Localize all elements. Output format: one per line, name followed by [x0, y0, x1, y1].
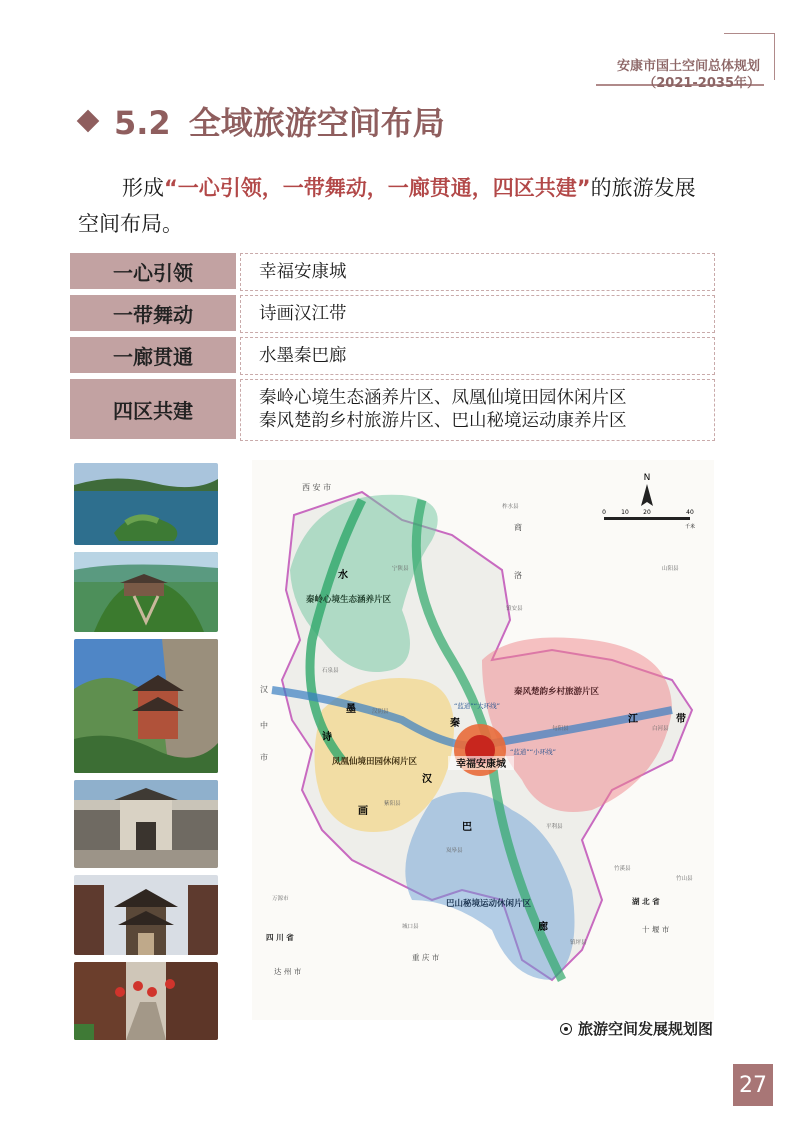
- table-cell-text: 水墨秦巴廊: [259, 345, 347, 366]
- map-county-label: 竹山县: [676, 876, 693, 882]
- map-county-label: 岚皋县: [446, 848, 463, 854]
- table-row-label: 一带舞动: [70, 295, 236, 333]
- table-row: [70, 337, 715, 375]
- map-scale-tick: 10: [621, 509, 629, 516]
- target-bullet-icon: [560, 1023, 572, 1035]
- map-poem-char: 汉: [422, 774, 432, 785]
- map-caption: [560, 1018, 713, 1039]
- map-corridor-char: 秦: [450, 718, 460, 729]
- map-zone-label: 秦岭心境生态涵养片区: [306, 595, 392, 605]
- map-belt-char: 带: [676, 714, 686, 725]
- map-zone-label: 凤凰仙境田园休闲片区: [332, 757, 418, 767]
- map-line-label: “蓝道”“大环线”: [454, 702, 500, 710]
- map-region-label: 达 州 市: [274, 967, 302, 976]
- map-north-label: N: [643, 473, 651, 483]
- map-region-label: 汉: [260, 685, 268, 694]
- intro-before: 形成: [122, 176, 164, 200]
- map-county-label: 万源市: [272, 896, 289, 902]
- map-county-label: 镇坪县: [570, 940, 587, 946]
- table-row-label: 四区共建: [70, 379, 236, 441]
- map-corridor-char: 廊: [538, 922, 548, 933]
- map-region-label: 洛: [514, 571, 522, 580]
- photo-town-gate: [74, 780, 218, 868]
- photo-temple-peninsula: [74, 552, 218, 632]
- map-center-label: 幸福安康城: [456, 759, 506, 770]
- document-header: [617, 58, 760, 92]
- map-region-label: 湖 北 省: [632, 897, 660, 906]
- map-scale-tick: 20: [643, 509, 651, 516]
- layout-table: [70, 253, 715, 445]
- map-poem-char: 画: [358, 806, 368, 817]
- table-row-value: [240, 379, 715, 441]
- table-row-label: 一心引领: [70, 253, 236, 291]
- tourism-planning-map: [252, 460, 714, 1020]
- map-zone-label: 秦风楚韵乡村旅游片区: [514, 687, 600, 697]
- map-county-label: 宁陕县: [392, 566, 409, 572]
- photo-old-street-lanterns: [74, 962, 218, 1040]
- section-heading: 全域旅游空间布局: [188, 104, 445, 142]
- map-scale-tick: 40: [686, 509, 694, 516]
- table-cell-text: 秦风楚韵乡村旅游片区、巴山秘境运动康养片区: [259, 411, 627, 431]
- intro-after: 的旅游发展空间布局。: [78, 176, 696, 236]
- table-cell-text: 秦岭心境生态涵养片区、凤凰仙境田园休闲片区: [259, 388, 627, 408]
- map-region-label: 中: [260, 721, 268, 730]
- table-cell-text: 诗画汉江带: [259, 303, 347, 324]
- map-scale-tick: 0: [602, 509, 606, 516]
- section-number: 5.2: [114, 104, 171, 142]
- table-row-value: [240, 295, 715, 333]
- map-corridor-char: 巴: [462, 822, 472, 833]
- intro-highlight: “一心引领，一带舞动，一廊贯通，四区共建”: [164, 176, 591, 200]
- section-title: [80, 98, 445, 144]
- map-region-label: 四 川 省: [266, 933, 294, 942]
- map-region-label: 重 庆 市: [412, 953, 440, 962]
- map-county-label: 白河县: [652, 726, 669, 732]
- document-period: （2021-2035年）: [643, 76, 760, 91]
- map-region-label: 十 堰 市: [642, 925, 670, 934]
- map-region-label: 西 安 市: [302, 483, 332, 492]
- table-row: [70, 253, 715, 291]
- map-county-label: 竹溪县: [614, 866, 631, 872]
- map-county-label: 石泉县: [322, 668, 339, 674]
- map-scale-unit: 千米: [684, 524, 696, 530]
- map-region-label: 商: [514, 523, 522, 532]
- map-county-label: 山阳县: [662, 566, 679, 572]
- map-poem-char: 诗: [322, 732, 332, 743]
- table-row-value: [240, 337, 715, 375]
- photo-lake-island: [74, 463, 218, 545]
- photo-cliff-pavilion: [74, 639, 218, 773]
- map-zone-label: 巴山秘境运动休闲片区: [446, 899, 532, 909]
- photo-drum-tower: [74, 875, 218, 955]
- map-belt-char: 江: [628, 714, 638, 725]
- map-caption-text: 旅游空间发展规划图: [578, 1020, 714, 1038]
- table-cell-text: 幸福安康城: [259, 261, 347, 282]
- map-corridor-char: 水: [338, 570, 348, 581]
- map-county-label: 旬阳县: [552, 726, 569, 732]
- map-county-label: 汉阴县: [372, 709, 389, 715]
- table-row-label: 一廊贯通: [70, 337, 236, 375]
- intro-paragraph: [78, 170, 710, 242]
- map-county-label: 柞水县: [502, 504, 519, 510]
- map-region-label: 市: [260, 753, 268, 762]
- map-corridor-char: 墨: [346, 704, 356, 715]
- table-row-value: [240, 253, 715, 291]
- map-county-label: 城口县: [402, 924, 419, 930]
- document-title: 安康市国土空间总体规划: [616, 59, 760, 74]
- map-county-label: 镇安县: [506, 606, 523, 612]
- map-county-label: 平利县: [546, 824, 563, 830]
- table-row: [70, 295, 715, 333]
- page-number: 27: [733, 1064, 773, 1106]
- diamond-bullet-icon: [77, 110, 100, 133]
- map-line-label: “蓝道”“小环线”: [510, 748, 556, 756]
- table-row: [70, 379, 715, 441]
- map-county-label: 紫阳县: [384, 801, 401, 807]
